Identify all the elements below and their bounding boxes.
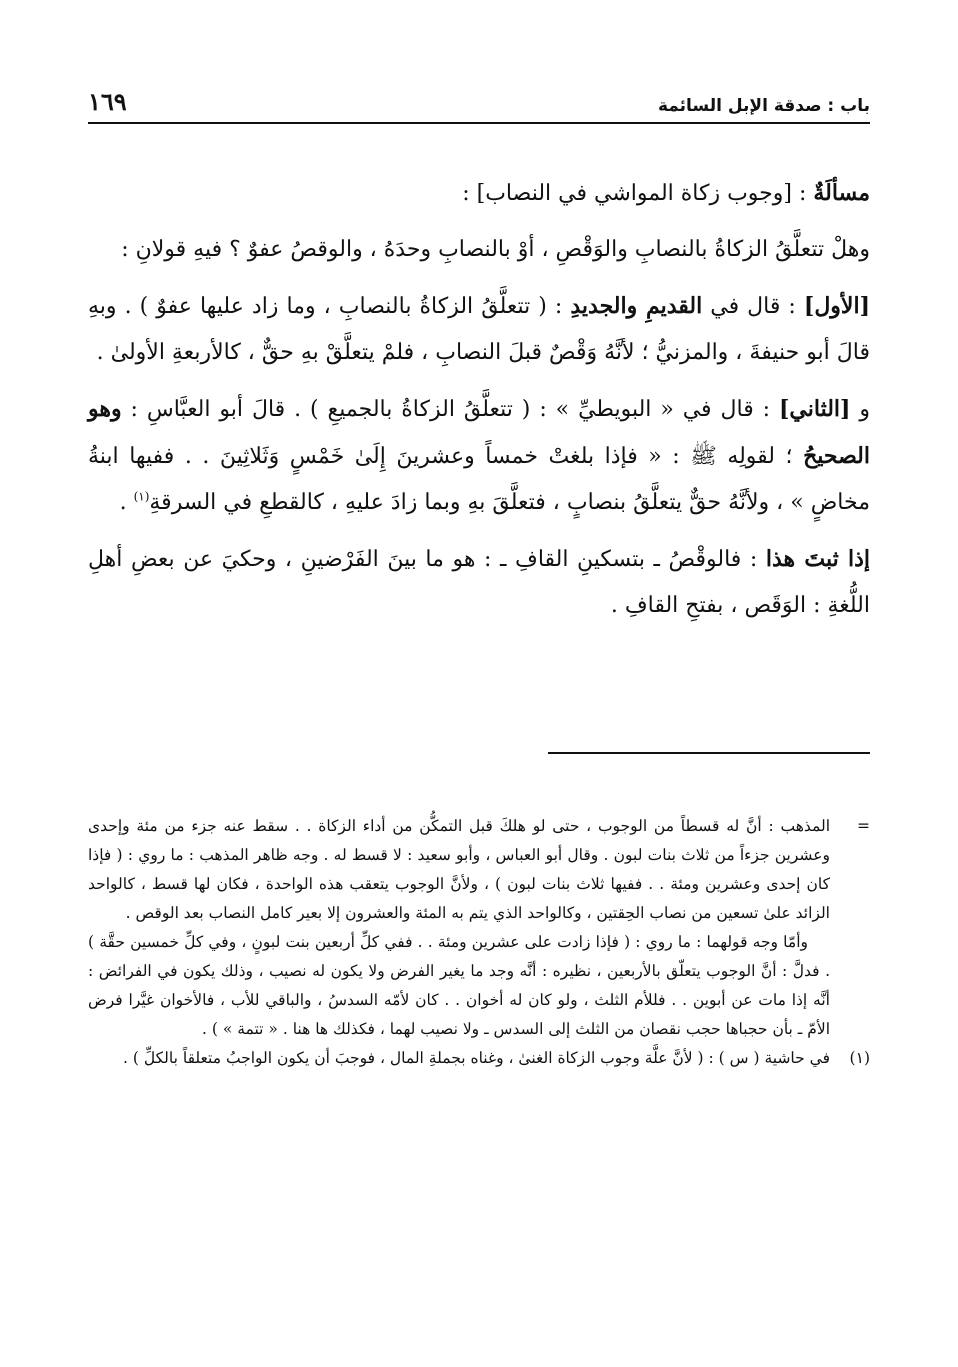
page-number: ١٦٩ <box>88 87 127 116</box>
paragraph-second-opinion: و [الثاني] : قال في « البويطيِّ » : ( تتعلَّقُ الزكاةُ بالجميعِ ) . قالَ أبو العبَّاسِ : وهو الصحيحُ ؛ لقولِه ﷺ : « فإذا بلغتْ خمساً وعشرينَ إِلَىٰ خَمْسٍ وَثَلاثِينَ . . ففيها ابنةُ مخاضٍ » ، ولأنَّهُ حقٌّ يتعلَّقُ بنصابٍ ، فتعلَّقَ بهِ وبما زادَ عليهِ ، كالقطعِ في السرقةِ$^{(١)}$ . <box>88 396 870 515</box>
footnote-divider <box>548 752 870 754</box>
definition-label: إذا ثبتَ هذا <box>765 546 870 572</box>
footnotes <box>88 812 870 1073</box>
continuation-paragraph-1: المذهب : أنَّ له قسطاً من الوجوب ، حتى لو هلكَ قبل التمكُّن من أداء الزكاة . . سقط عنه جزء من مئة وإحدى وعشرين جزءاً من ثلاث بنات لبون . وقال أبو العباس ، وأبو سعيد : لا قسط له . وجه ظاهر المذهب : ما روي : ( فإذا كان إحدى وعشرين ومئة . . ففيها ثلاث بنات لبون ) ، ولأنَّ الوجوب يتعقب هذه الواحدة ، فكان لها قسط ، كالواحد الزائد علىٰ تسعين من نصاب الحِقتين ، وكالواحد الذي يتم به المئة والعشرون إلا بعير كامل النصاب بعد الوقص . <box>88 817 830 922</box>
paragraph-first-opinion: [الأول] : قال في القديمِ والجديدِ : ( تتعلَّقُ الزكاةُ بالنصابِ ، وما زاد عليها عفوٌ ) . وبهِ قالَ أبو حنيفةَ ، والمزنيُّ ؛ لأنَّهُ وَقْصٌ قبلَ النصابِ ، فلمْ يتعلَّقْ بهِ حقٌّ ، كالأربعةِ الأولىٰ . <box>88 293 870 365</box>
running-title: باب : صدقة الإبل السائمة <box>657 96 870 116</box>
first-source: القديمِ والجديدِ <box>570 293 703 319</box>
footnote-continuation <box>88 812 870 1044</box>
footnote-1 <box>88 1044 870 1073</box>
main-text <box>88 170 870 639</box>
page-header <box>88 80 870 124</box>
correct-view: وهو الصحيحُ <box>88 396 870 469</box>
continuation-mark: = <box>857 817 870 835</box>
footnote-1-text: في حاشية ( س ) : ( لأنَّ علَّة وجوب الزكاة الغنىٰ ، وغناه بجملةِ المال ، فوجبَ أن يكون الواجبُ متعلقاً بالكلِّ ) . <box>123 1049 830 1067</box>
footnote-1-number: (١) <box>849 1049 870 1067</box>
footnote-reference[interactable]: (١) <box>133 489 150 504</box>
paragraph-question: وهلْ تتعلَّقُ الزكاةُ بالنصابِ والوَقْصِ ، أوْ بالنصابِ وحدَهُ ، والوقصُ عفوٌ ؟ فيهِ قولانِ : <box>121 237 870 262</box>
issue-heading <box>88 170 870 217</box>
issue-title: : [وجوب زكاة المواشي في النصاب] : <box>462 181 814 206</box>
second-label: [الثاني] <box>779 396 851 422</box>
first-label: [الأول] <box>803 293 870 319</box>
paragraph-definition: إذا ثبتَ هذا : فالوقْصُ ـ بتسكينِ القافِ ـ : هو ما بينَ الفَرْضينِ ، وحكيَ عن بعضِ أهلِ اللُّغةِ : الوَقَص ، بفتحِ القافِ . <box>88 546 870 618</box>
continuation-paragraph-2: وأمّا وجه قولهما : ما روي : ( فإذا زادت على عشرين ومئة . . ففي كلِّ أربعين بنت لبونٍ ، وفي كلِّ خمسين حقَّة ) . فدلَّ : أنَّ الوجوب يتعلّق بالأربعين ، نظيره : أنَّه وجد ما يغير الفرض ولا يكون له نصيب ، وذلك يكون في الفرائض : أنَّه إذا مات عن أبوين . . فللأم الثلث ، ولو كان له أخوان . . كان لأمّه السدسُ ، والباقي للأب ، فالأخوان غيَّرا فرض الأمّ ـ بأن حجباها حجب نقصان من الثلث إلى السدس ـ ولا نصيب لهما ، فكذلك ها هنا . « تتمة » ) . <box>88 933 830 1038</box>
issue-label: مسألَةٌ <box>813 180 870 206</box>
